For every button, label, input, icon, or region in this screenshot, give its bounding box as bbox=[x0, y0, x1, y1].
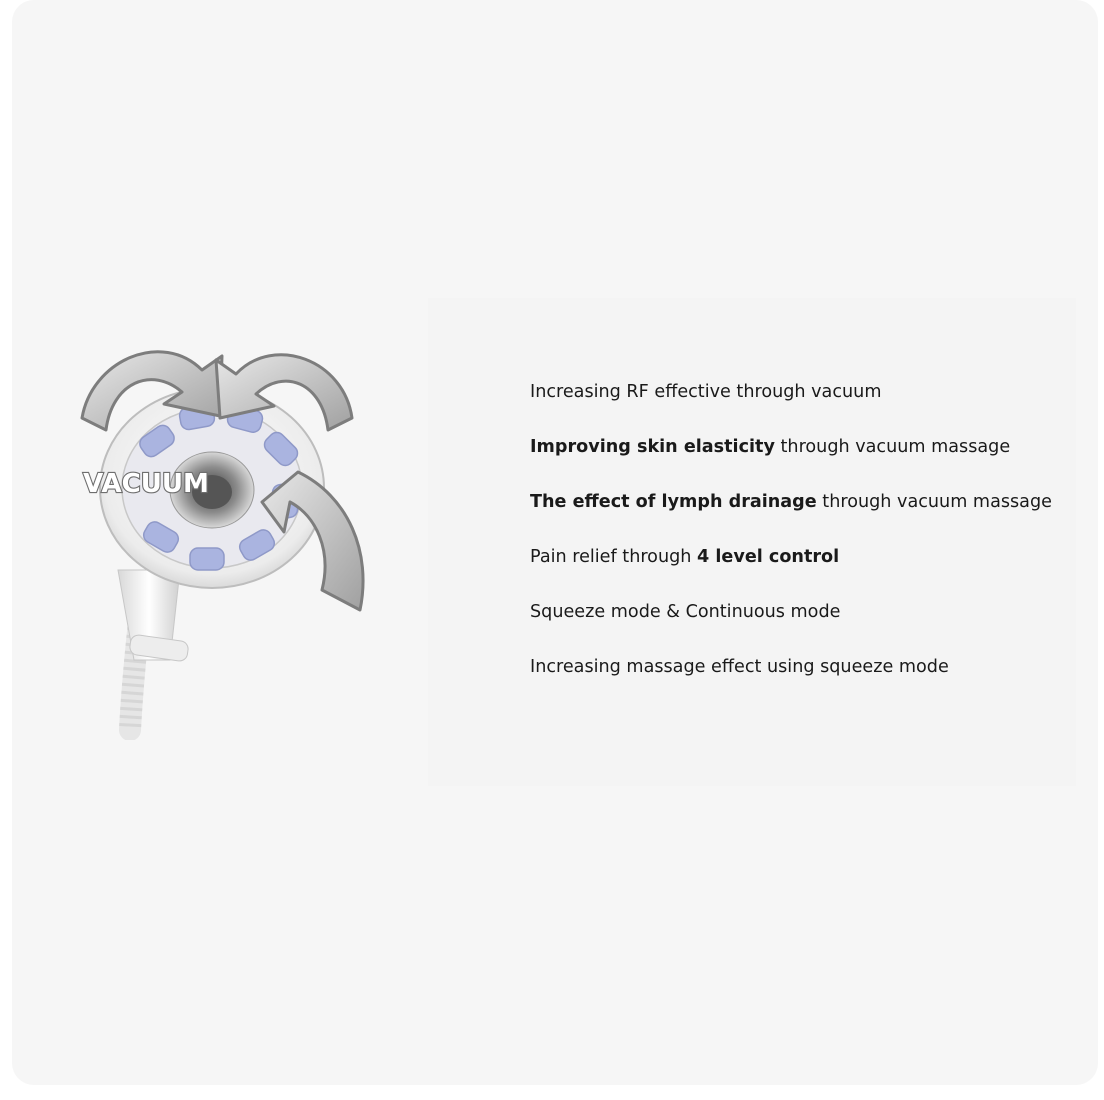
feature-item: The effect of lymph drainage through vacuum massage bbox=[530, 492, 1052, 512]
feature-item: Pain relief through 4 level control bbox=[530, 547, 840, 567]
vacuum-label: VACUUM bbox=[83, 469, 209, 499]
feature-item: Increasing RF effective through vacuum bbox=[530, 382, 882, 402]
feature-list bbox=[530, 378, 1052, 708]
feature-item: Squeeze mode & Continuous mode bbox=[530, 602, 841, 622]
vacuum-handpiece-icon bbox=[52, 320, 372, 740]
feature-item: Increasing massage effect using squeeze mode bbox=[530, 657, 949, 677]
feature-item: Improving skin elasticity through vacuum massage bbox=[530, 437, 1011, 457]
